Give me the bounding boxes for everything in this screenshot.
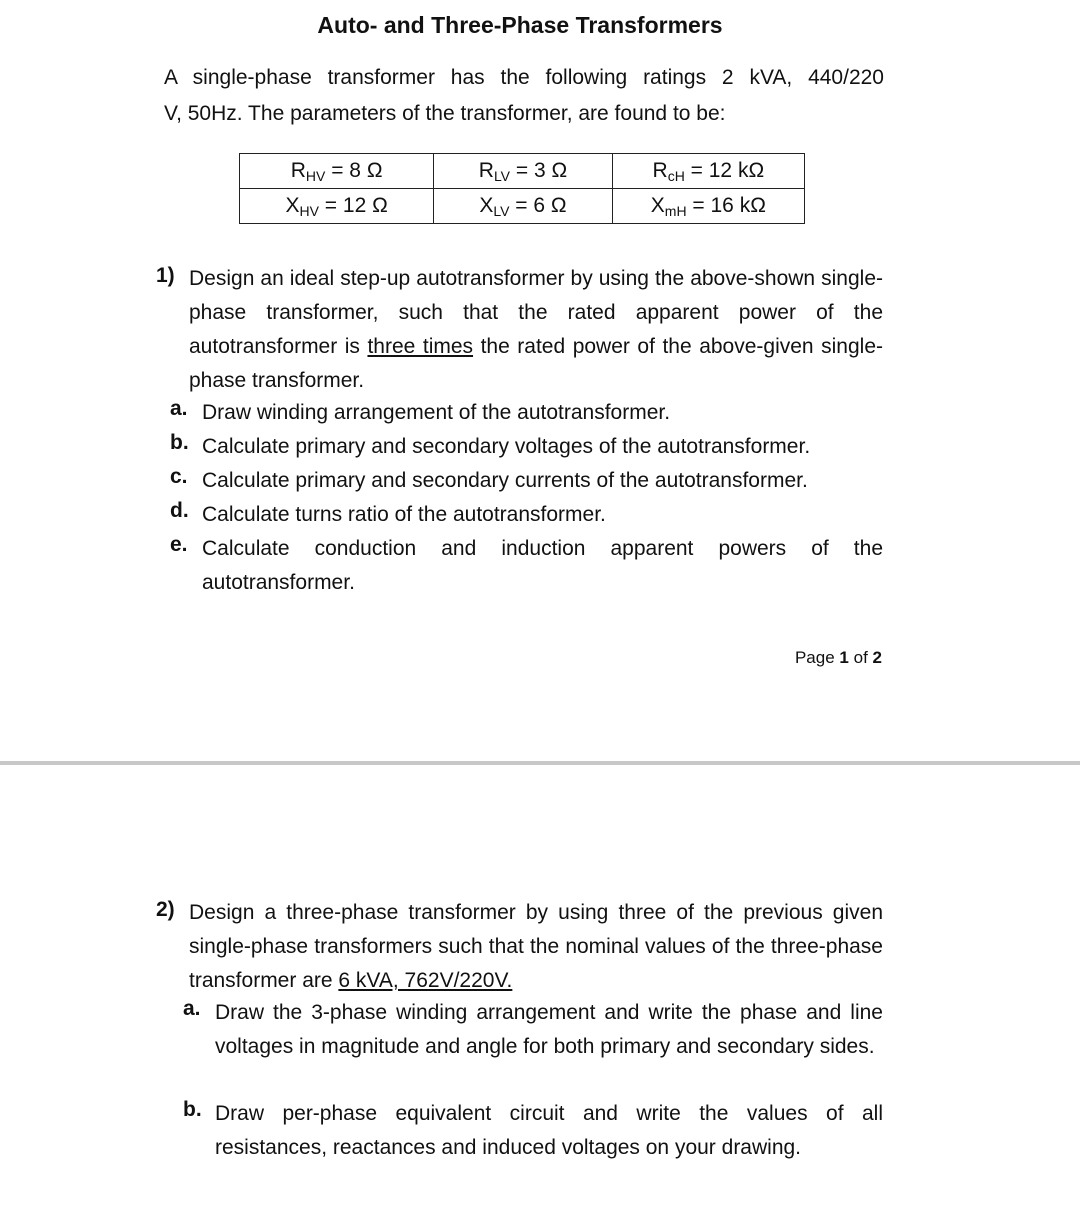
emphasis-underline: 6 kVA, 762V/220V. — [338, 969, 513, 992]
emphasis-underline: three times — [367, 335, 474, 358]
q1-item-c-text: Calculate primary and secondary currents of the autotransformer. — [202, 469, 808, 492]
page-divider — [0, 761, 1080, 765]
intro-line-1: A single-phase transformer has the following ratings 2 kVA, 440/220 — [164, 66, 884, 89]
q1-item-a-letter: a. — [170, 397, 188, 420]
table-cell: RLV = 3 Ω — [434, 154, 612, 189]
question-2-text: Design a three-phase transformer by using three of the previous given single-phase transformers such that the nominal values of the three-phase transformer are 6 kVA, 762V/220V. — [189, 901, 883, 992]
q1-item-d-letter: d. — [170, 499, 189, 522]
q2-item-a-text: Draw the 3-phase winding arrangement and write the phase and line voltages in magnitude and angle for both primary and secondary sides. — [215, 1001, 883, 1058]
table-cell: XLV = 6 Ω — [434, 189, 612, 224]
table-cell: RHV = 8 Ω — [240, 154, 434, 189]
table-row — [240, 189, 805, 224]
intro-line-2: V, 50Hz. The parameters of the transformer, are found to be: — [164, 102, 726, 125]
table-cell: XHV = 12 Ω — [240, 189, 434, 224]
question-2-number: 2) — [156, 898, 175, 921]
question-1-number: 1) — [156, 264, 175, 287]
q2-item-b-letter: b. — [183, 1098, 202, 1121]
intro-paragraph — [164, 60, 884, 132]
table-cell: RcH = 12 kΩ — [612, 154, 804, 189]
q2-item-a-letter: a. — [183, 997, 201, 1020]
q2-item-b-text: Draw per-phase equivalent circuit and write the values of all resistances, reactances and induced voltages on your drawing. — [215, 1102, 883, 1159]
q1-item-c-letter: c. — [170, 465, 188, 488]
q1-item-e-text: Calculate conduction and induction apparent powers of the autotransformer. — [202, 537, 883, 594]
question-1-text: Design an ideal step-up autotransformer by using the above-shown single-phase transformer, such that the rated apparent power of the autotransformer is three times the rated power of the above-given single-phase transformer. — [189, 267, 883, 392]
q1-item-b-letter: b. — [170, 431, 189, 454]
q1-item-b-text: Calculate primary and secondary voltages of the autotransformer. — [202, 435, 811, 458]
q1-item-d-text: Calculate turns ratio of the autotransformer. — [202, 503, 606, 526]
table-cell: XmH = 16 kΩ — [612, 189, 804, 224]
page-title: Auto- and Three-Phase Transformers — [317, 12, 723, 38]
q1-item-e-letter: e. — [170, 533, 188, 556]
table-row — [240, 154, 805, 189]
page-number: Page 1 of 2 — [794, 648, 882, 667]
q1-item-a-text: Draw winding arrangement of the autotransformer. — [202, 401, 671, 424]
parameters-table — [239, 153, 805, 224]
